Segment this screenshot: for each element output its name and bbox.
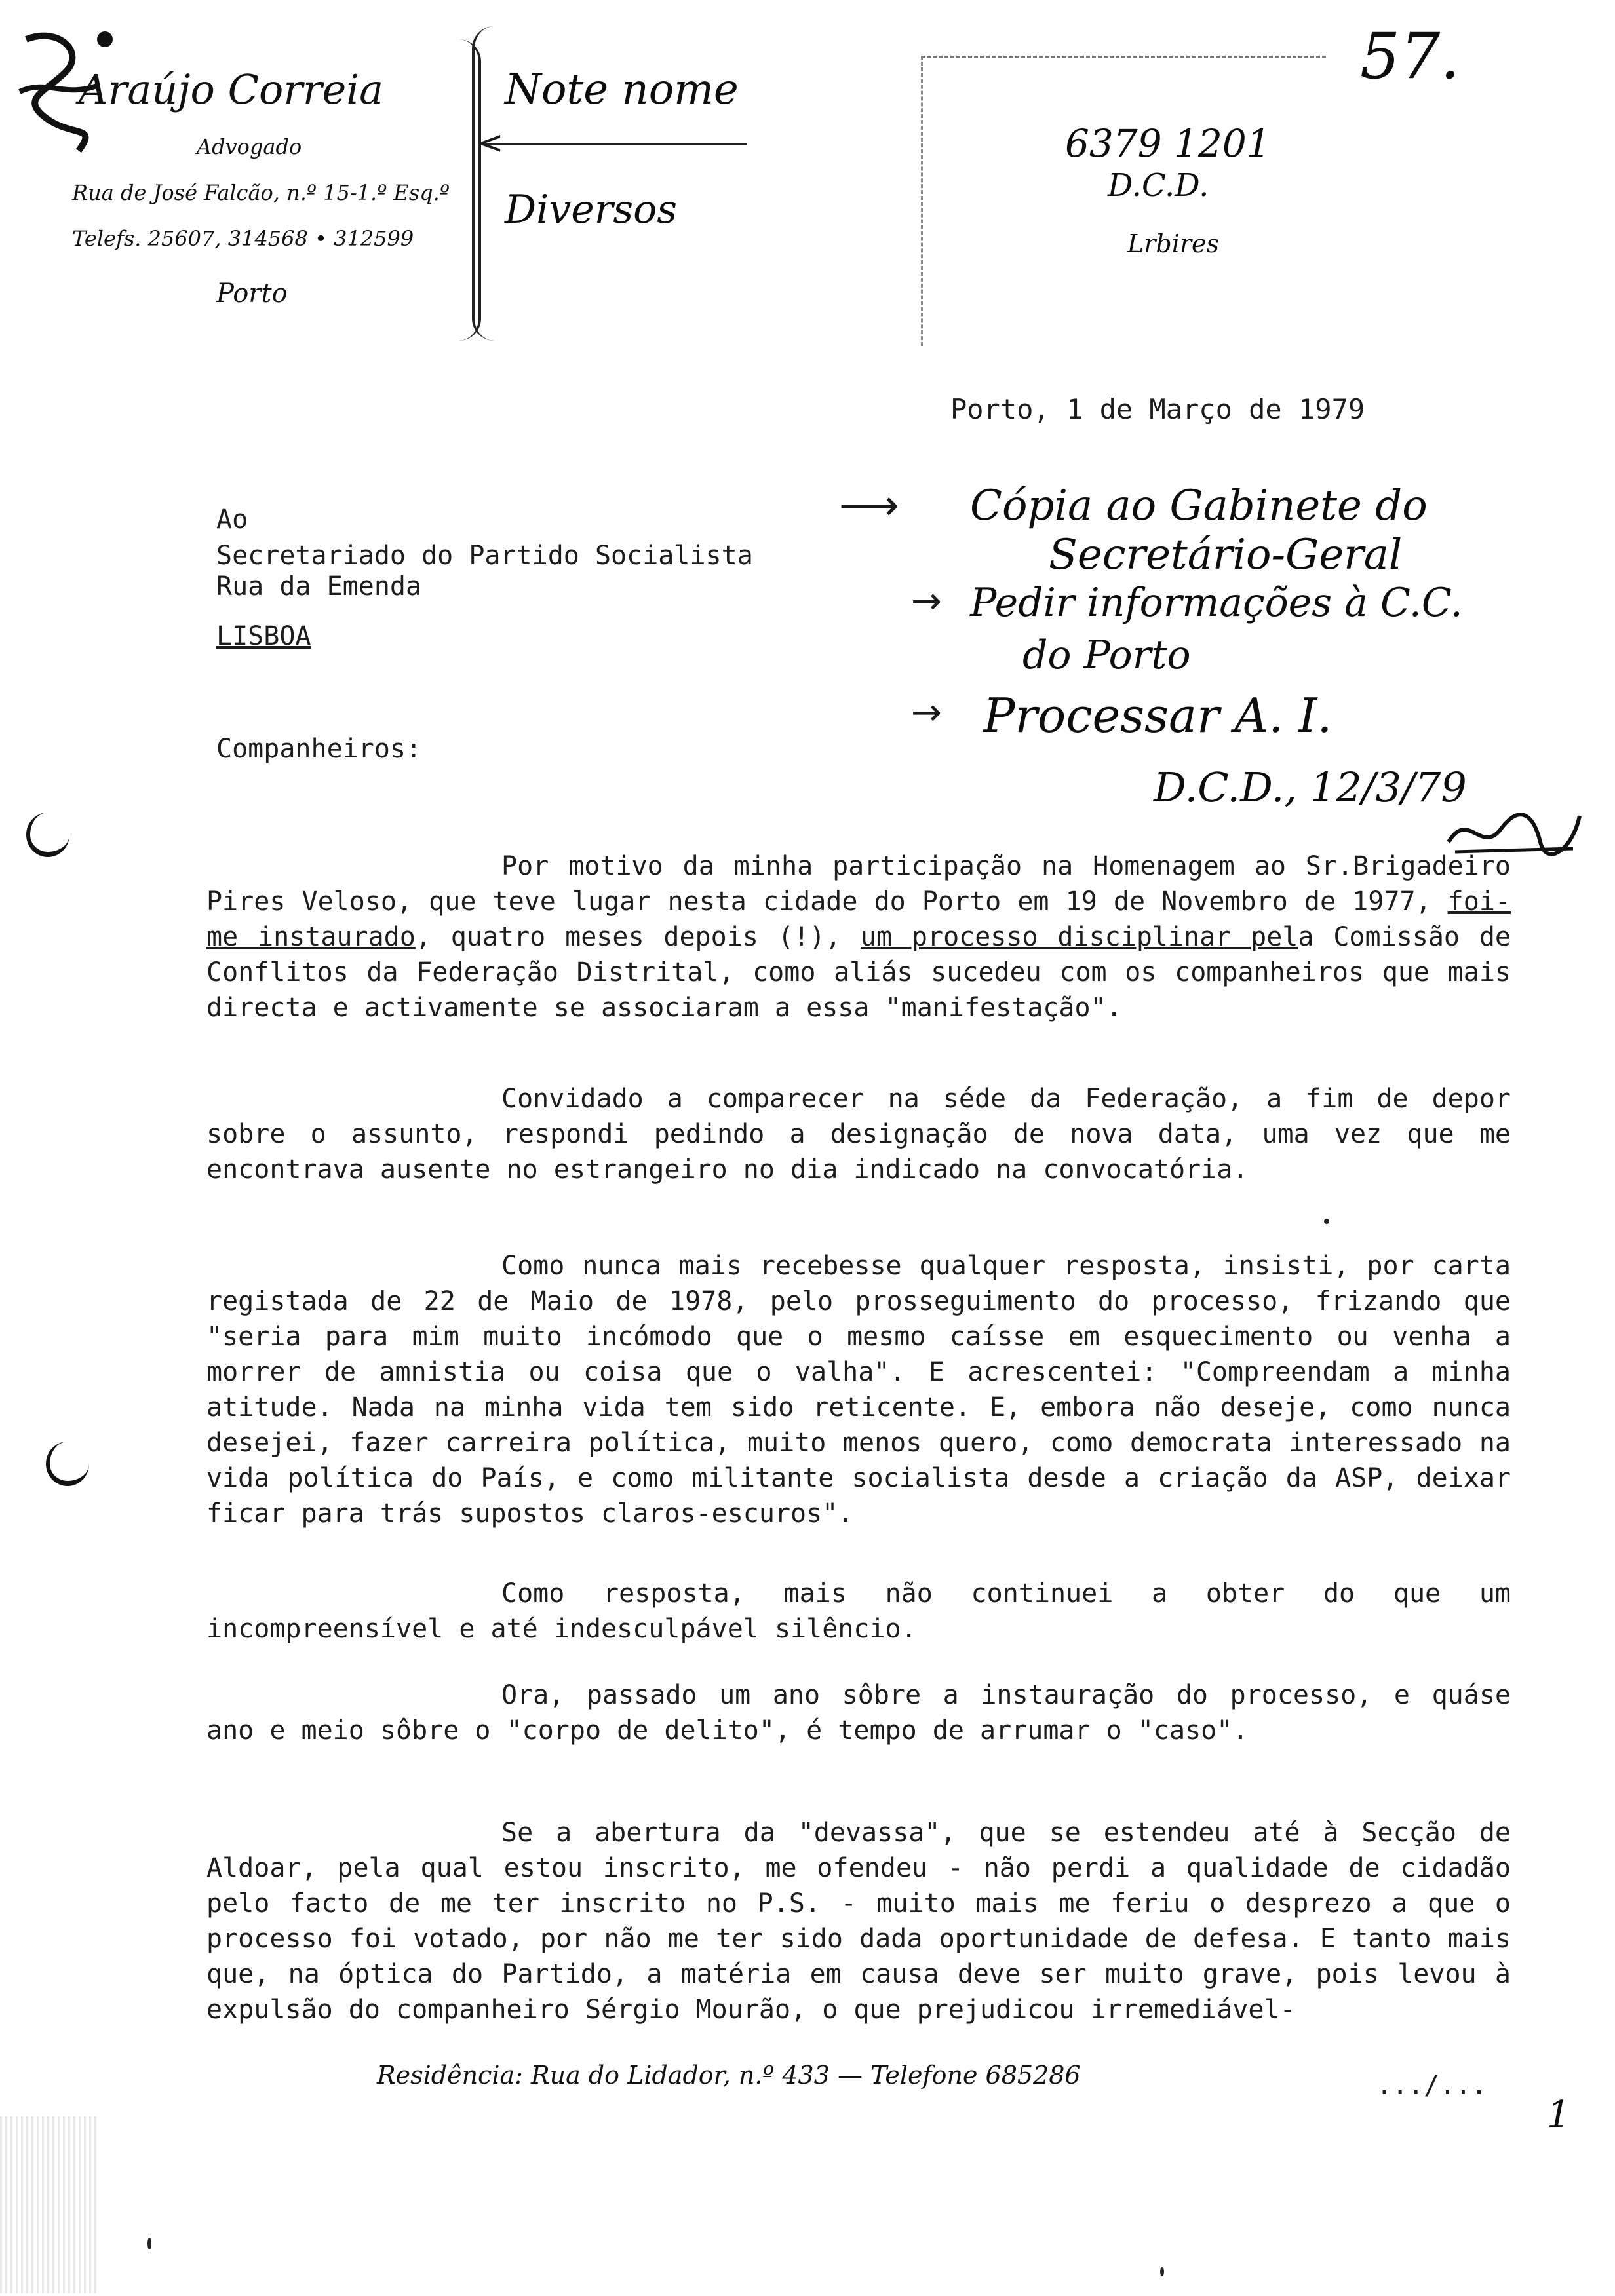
footer-continued: .../... (1376, 2071, 1487, 2101)
binder-hole-mark (46, 1442, 89, 1486)
salutation: Companheiros: (216, 734, 422, 764)
recipient-to: Ao (216, 505, 248, 535)
action2-line2: do Porto (1022, 632, 1191, 678)
action2-line1: Pedir informações à C.C. (970, 580, 1463, 626)
letterhead-title: Advogado (197, 134, 302, 159)
ref-line3: Lrbires (1127, 229, 1220, 258)
scan-speck (1160, 2267, 1164, 2276)
paragraph-6: Se a abertura da "devassa", que se estendeu até à Secção de Aldoar, pela qual estou inscrito, me ofendeu - não perdi a qualidade de cidadão pelo facto de me ter inscrito no P.S. - muito mais me feriu o desprezo a que o processo foi votado, por não me ter sido dada oportunidade de defesa. E tanto mais que, na óptica do Partido, a matéria em causa deve ser muito grave, pois levou à expulsão do companheiro Sérgio Mourão, o que prejudicou irremediável- (206, 1818, 1511, 2025)
scan-noise (0, 2116, 98, 2293)
recipient-street: Rua da Emenda (216, 571, 422, 602)
recipient-org: Secretariado do Partido Socialista (216, 541, 753, 571)
p1-text-c: a Comissão de Conflitos da Federação Distrital, como aliás sucedeu com os companheiros que mais directa e activamente se associaram a essa "manifestação". (206, 922, 1511, 1023)
ref-line1: 6379 1201 (1065, 121, 1271, 166)
page-number: 57. (1360, 20, 1460, 93)
note-arrow-icon: < (477, 124, 504, 161)
letterhead-address: Rua de José Falcão, n.º 15-1.º Esq.º (72, 180, 450, 205)
recipient-city: LISBOA (216, 621, 311, 651)
scan-speck (1324, 1219, 1329, 1224)
scan-speck (147, 2238, 151, 2249)
p1-text-a: Por motivo da minha participação na Homenagem ao Sr.Brigadeiro Pires Veloso, que teve lugar nesta cidade do Porto em 19 de Novembro de 1977, (206, 851, 1511, 917)
footer-residence: Residência: Rua do Lidador, n.º 433 — Telefone 685286 (377, 2061, 1081, 2090)
action1-line2: Secretário-Geral (1049, 531, 1403, 579)
note-underline (485, 143, 747, 145)
signoff: D.C.D., 12/3/79 (1154, 763, 1467, 811)
note-line2: Diversos (505, 187, 678, 233)
paragraph-1 (206, 849, 1511, 1025)
letterhead-city: Porto (216, 278, 288, 309)
letterhead-name: Araújo Correia (79, 66, 384, 113)
paragraph-4: Como resposta, mais não continuei a obter do que um incompreensível e até indesculpável silêncio. (206, 1578, 1511, 1644)
p1-underlined-a: foi-me instaurado (206, 887, 1511, 952)
action2-arrow-icon: → (911, 580, 942, 622)
action1-line1: Cópia ao Gabinete do (970, 482, 1428, 530)
action3: Processar A. I. (983, 688, 1333, 743)
letterhead-phones: Telefs. 25607, 314568 • 312599 (72, 226, 414, 251)
letter-date: Porto, 1 de Março de 1979 (950, 393, 1365, 425)
p1-text-b: , quatro meses depois (!), (415, 922, 861, 952)
p1-underlined-b: um processo disciplinar pel (860, 922, 1298, 952)
footer-page-mark: 1 (1547, 2094, 1570, 2136)
action3-arrow-icon: → (911, 691, 942, 734)
logo-scribble-icon (7, 13, 138, 170)
ref-line2: D.C.D. (1108, 167, 1209, 204)
action1-arrow-icon: ⟶ (839, 482, 899, 530)
paragraph-5: Ora, passado um ano sôbre a instauração do processo, e quáse ano e meio sôbre o "corpo de delito", é tempo de arrumar o "caso". (206, 1680, 1511, 1746)
note-line1: Note nome (505, 66, 739, 114)
paragraph-3: Como nunca mais recebesse qualquer resposta, insisti, por carta registada de 22 de Maio de 1978, pelo prosseguimento do processo, frizando que "seria para mim muito incómodo que o mesmo caísse em esquecimento ou venha a morrer de amnistia ou coisa que o valha". E acrescentei: "Compreendam a minha atitude. Nada na minha vida tem sido reticente. E, embora não deseje, como nunca desejei, fazer carreira política, muito menos quero, como democrata interessado na vida política do País, e como militante socialista desde a criação da ASP, deixar ficar para trás supostos claros-escuros". (206, 1251, 1511, 1529)
right-brace (472, 26, 494, 341)
paragraph-2: Convidado a comparecer na séde da Federação, a fim de depor sobre o assunto, respondi pedindo a designação de nova data, uma vez que me encontrava ausente no estrangeiro no dia indicado na convocatória. (206, 1084, 1511, 1185)
binder-hole-mark (26, 813, 69, 857)
